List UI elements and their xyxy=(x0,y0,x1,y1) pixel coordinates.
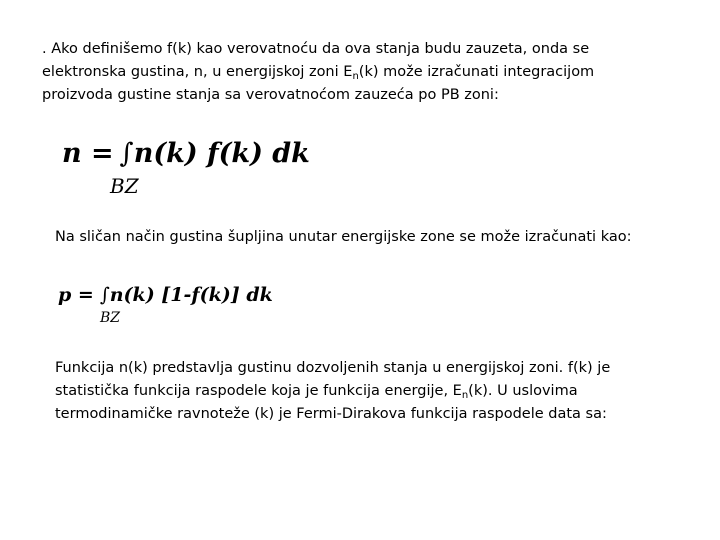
integral-limit: BZ xyxy=(100,310,121,326)
paragraph-line: Funkcija n(k) predstavlja gustinu dozvoljenih stanja u energijskoj zoni. f(k) je xyxy=(55,360,611,376)
text-fragment: (k). U uslovima xyxy=(468,383,578,399)
paragraph-line: termodinamičke ravnoteže (k) je Fermi-Dirakova funkcija raspodele data sa: xyxy=(55,406,607,422)
integral-sign: ∫ xyxy=(99,284,110,306)
paragraph-electron-density xyxy=(42,38,594,107)
text-fragment: elektronska gustina, n, u energijskoj zoni E xyxy=(42,64,353,80)
formula-lhs: p = xyxy=(58,284,94,306)
subscript: n xyxy=(461,390,469,401)
formula-lhs: n = xyxy=(62,138,114,169)
paragraph-line xyxy=(42,61,594,84)
paragraph-line: . Ako definišemo f(k) kao verovatnoću da ova stanja budu zauzeta, onda se xyxy=(42,41,590,57)
formula-body: n(k) [1-f(k)] dk xyxy=(109,284,273,306)
paragraph-hole-density xyxy=(55,226,631,249)
formula-hole-density xyxy=(58,284,273,326)
integral-sign: ∫ xyxy=(119,138,134,169)
subscript: n xyxy=(352,71,359,82)
integral-limit: BZ xyxy=(110,174,139,198)
paragraph-line xyxy=(55,380,610,403)
paragraph-distribution-function xyxy=(55,357,610,426)
text-fragment: statistička funkcija raspodele koja je funkcija energije, E xyxy=(55,383,462,399)
formula-electron-density xyxy=(62,138,310,198)
text-fragment: (k) može izračunati integracijom xyxy=(358,64,595,80)
paragraph-line: proizvoda gustine stanja sa verovatnoćom zauzeća po PB zoni: xyxy=(42,87,499,103)
paragraph-line: Na sličan način gustina šupljina unutar energijske zone se može izračunati kao: xyxy=(55,229,632,245)
formula-body: n(k) f(k) dk xyxy=(133,138,310,169)
